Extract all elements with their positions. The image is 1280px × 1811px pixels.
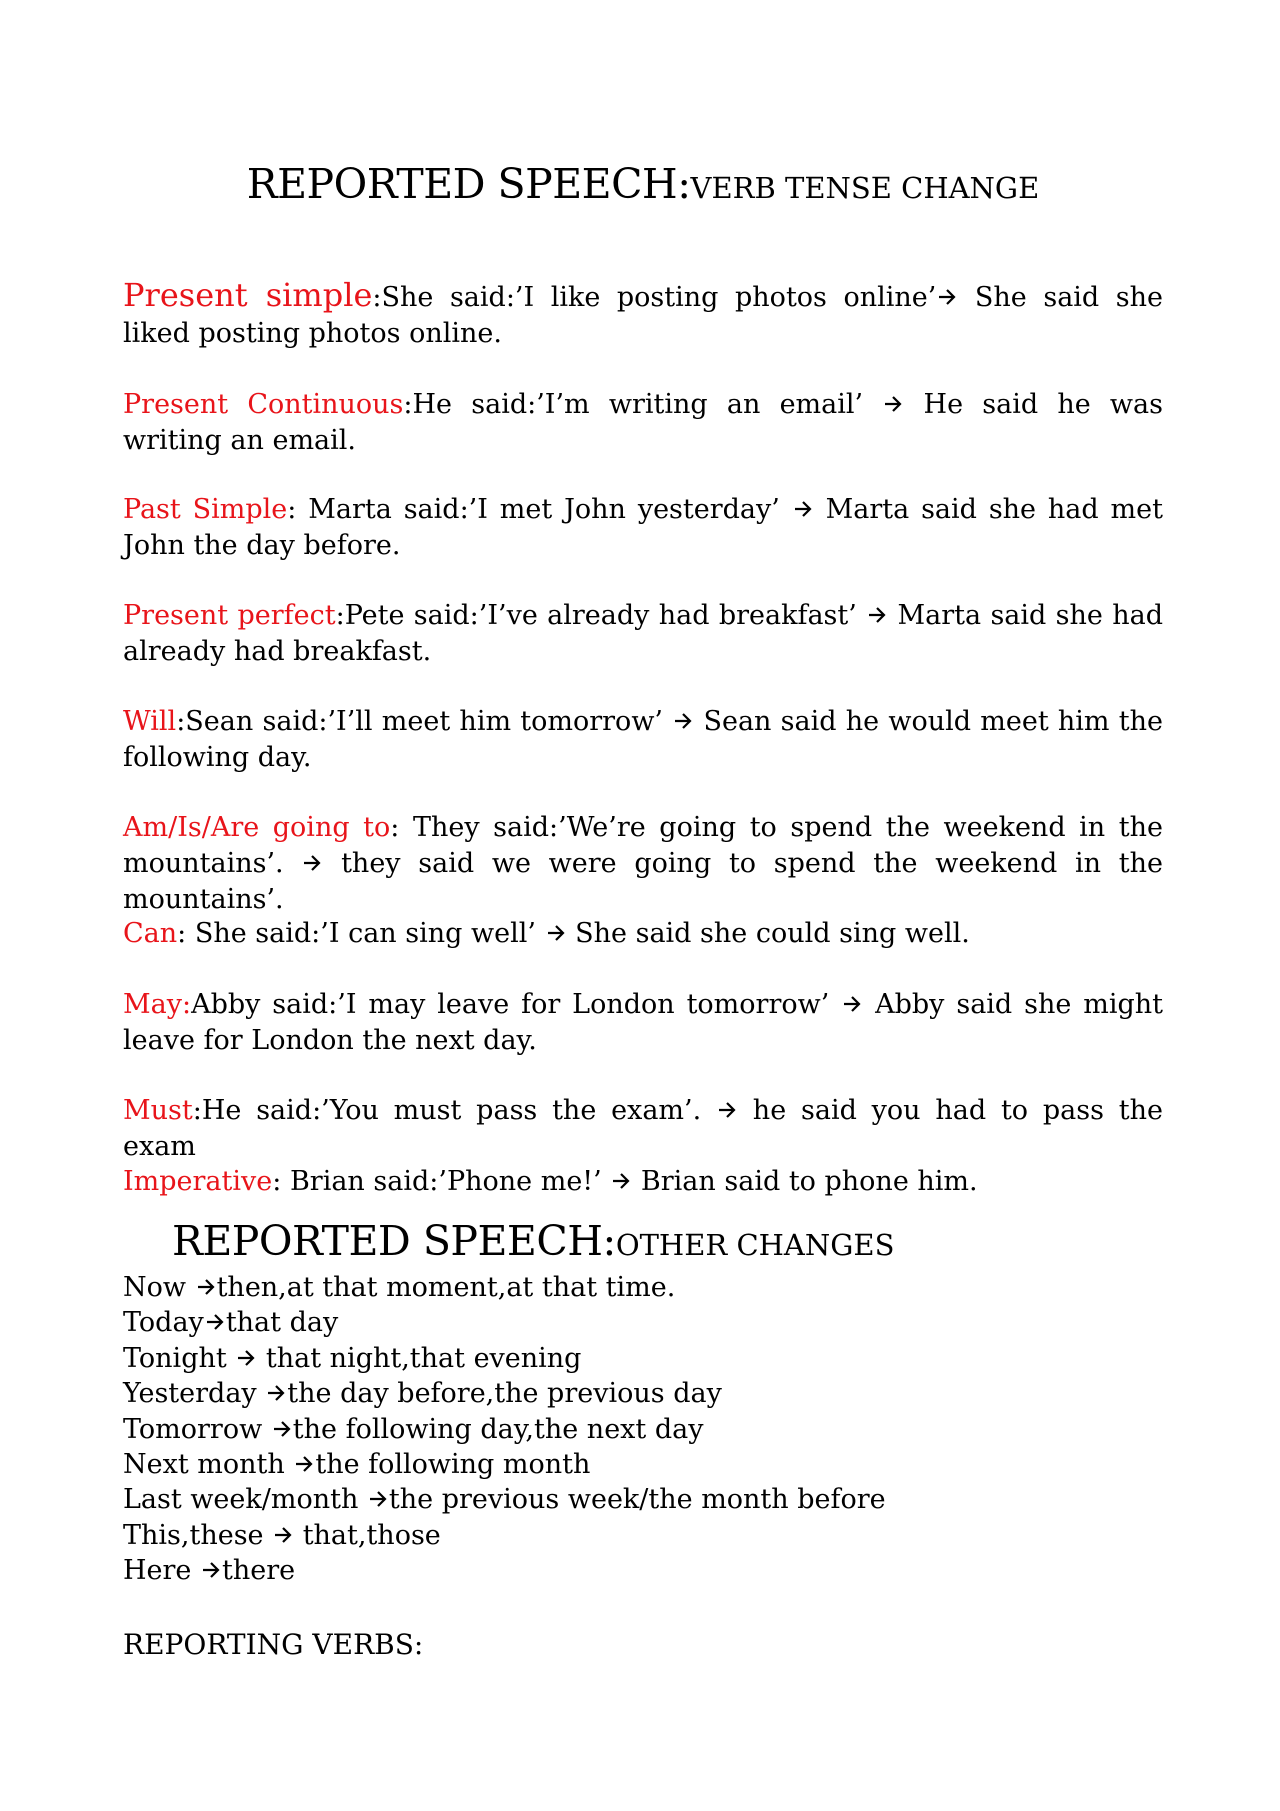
right-arrow-icon	[267, 1385, 285, 1401]
rule-paragraph	[123, 492, 1163, 564]
right-arrow-icon	[303, 855, 321, 871]
change-to: that,those	[294, 1519, 441, 1551]
change-from: Yesterday	[123, 1378, 266, 1410]
list-item	[123, 1412, 886, 1447]
rule-reported: Abby said she might leave for London the next day.	[123, 989, 1163, 1056]
right-arrow-icon	[938, 289, 956, 305]
section-title	[172, 1217, 894, 1265]
list-item	[123, 1447, 886, 1482]
change-from: Tonight	[123, 1342, 236, 1374]
rule-reported: Marta said she had already had breakfast.	[123, 600, 1163, 667]
rule-direct: Marta said:’I met John yesterday’	[308, 494, 792, 525]
change-to: the following month	[315, 1449, 591, 1481]
right-arrow-icon	[843, 996, 861, 1012]
change-to: that night,that evening	[257, 1342, 582, 1374]
list-item	[123, 1270, 886, 1305]
rule-paragraph	[123, 1164, 1163, 1200]
right-arrow-icon	[237, 1350, 255, 1366]
rule-reported: Sean said he would meet him the following day.	[123, 706, 1163, 773]
page-title	[123, 160, 1163, 208]
other-changes-list	[123, 1270, 886, 1589]
rule-direct: He said:’I’m writing an email’	[412, 389, 883, 420]
right-arrow-icon	[868, 607, 886, 623]
change-from: Last week/month	[123, 1484, 367, 1516]
right-arrow-icon	[674, 713, 692, 729]
change-from: Here	[123, 1555, 200, 1587]
change-to: the previous week/the month before	[388, 1484, 886, 1516]
rule-direct: Brian said:’Phone me!’	[289, 1166, 611, 1197]
rule-paragraph	[123, 810, 1163, 918]
rule-direct: They said:’We’re going to spend the weekend in the mountains’.	[123, 812, 1163, 879]
change-to: then,at that moment,at that time.	[216, 1272, 676, 1303]
rule-direct: Pete said:’I’ve already had breakfast’	[344, 600, 867, 631]
rule-separator: :	[177, 918, 195, 949]
right-arrow-icon	[718, 1102, 736, 1118]
rule-direct: He said:’You must pass the exam’.	[201, 1095, 716, 1126]
change-to: the following day,the next day	[292, 1413, 704, 1445]
rule-label: Will	[123, 706, 177, 737]
right-arrow-icon	[794, 501, 812, 517]
right-arrow-icon	[369, 1491, 387, 1507]
rule-label: Present simple	[123, 276, 373, 314]
title-main: REPORTED SPEECH:	[246, 160, 691, 208]
rule-paragraph	[123, 277, 1163, 352]
rule-separator: :	[192, 1095, 202, 1126]
list-item	[123, 1376, 886, 1411]
rule-paragraph	[123, 916, 1163, 952]
rule-reported: She said she could sing well.	[566, 918, 970, 949]
list-item	[123, 1553, 886, 1588]
change-from: This,these	[123, 1519, 273, 1551]
rule-paragraph	[123, 704, 1163, 776]
right-arrow-icon	[547, 925, 565, 941]
section-title-sub: OTHER CHANGES	[615, 1228, 895, 1262]
change-to: the day before,the previous day	[287, 1378, 722, 1410]
rule-reported: Brian said to phone him.	[632, 1166, 978, 1197]
right-arrow-icon	[206, 1314, 224, 1330]
right-arrow-icon	[202, 1562, 220, 1578]
right-arrow-icon	[197, 1279, 215, 1295]
rule-direct: Abby said:’I may leave for London tomorrow’	[191, 989, 842, 1020]
rule-reported: She said she liked posting photos online.	[123, 282, 1163, 349]
rule-separator: :	[176, 706, 186, 737]
rule-paragraph	[123, 1093, 1163, 1165]
rule-paragraph	[123, 598, 1163, 670]
list-item	[123, 1305, 886, 1340]
rule-separator: :	[403, 389, 413, 420]
rule-paragraph	[123, 987, 1163, 1059]
rule-label: Must	[123, 1095, 193, 1126]
rule-separator: :	[287, 494, 309, 525]
rule-label: Present perfect	[123, 600, 336, 631]
rule-direct: She said:’I can sing well’	[194, 918, 545, 949]
title-sub: VERB TENSE CHANGE	[690, 171, 1040, 205]
rule-direct: She said:’I like posting photos online’	[381, 282, 937, 313]
right-arrow-icon	[612, 1173, 630, 1189]
rule-reported: Marta said she had met John the day before.	[123, 494, 1163, 561]
change-to: there	[222, 1555, 296, 1587]
list-item	[123, 1518, 886, 1553]
rule-separator: :	[390, 812, 413, 843]
change-from: Today	[123, 1307, 204, 1339]
rule-direct: Sean said:’I’ll meet him tomorrow’	[185, 706, 673, 737]
rule-separator: :	[272, 1166, 290, 1197]
right-arrow-icon	[884, 396, 902, 412]
reporting-verbs-heading: REPORTING VERBS:	[123, 1628, 424, 1661]
rule-label: Am/Is/Are going to	[123, 812, 391, 843]
rule-reported: he said you had to pass the exam	[123, 1095, 1163, 1162]
rule-reported: He said he was writing an email.	[123, 389, 1163, 456]
right-arrow-icon	[274, 1527, 292, 1543]
rule-label: Can	[123, 918, 178, 949]
section-title-main: REPORTED SPEECH:	[172, 1217, 616, 1265]
change-to: that day	[225, 1307, 339, 1339]
right-arrow-icon	[273, 1421, 291, 1437]
rule-label: Past Simple	[123, 494, 288, 525]
rule-paragraph	[123, 387, 1163, 459]
list-item	[123, 1482, 886, 1517]
rule-label: Imperative	[123, 1166, 273, 1197]
change-from: Tomorrow	[123, 1413, 271, 1445]
rule-label: Present Continuous	[123, 389, 404, 420]
right-arrow-icon	[295, 1456, 313, 1472]
rule-separator: :	[372, 282, 382, 313]
rule-label: May:	[123, 989, 192, 1020]
list-item	[123, 1341, 886, 1376]
rule-reported: they said we were going to spend the weekend in the mountains’.	[123, 848, 1163, 915]
change-from: Now	[123, 1272, 195, 1303]
rule-separator: :	[335, 600, 345, 631]
change-from: Next month	[123, 1449, 294, 1481]
